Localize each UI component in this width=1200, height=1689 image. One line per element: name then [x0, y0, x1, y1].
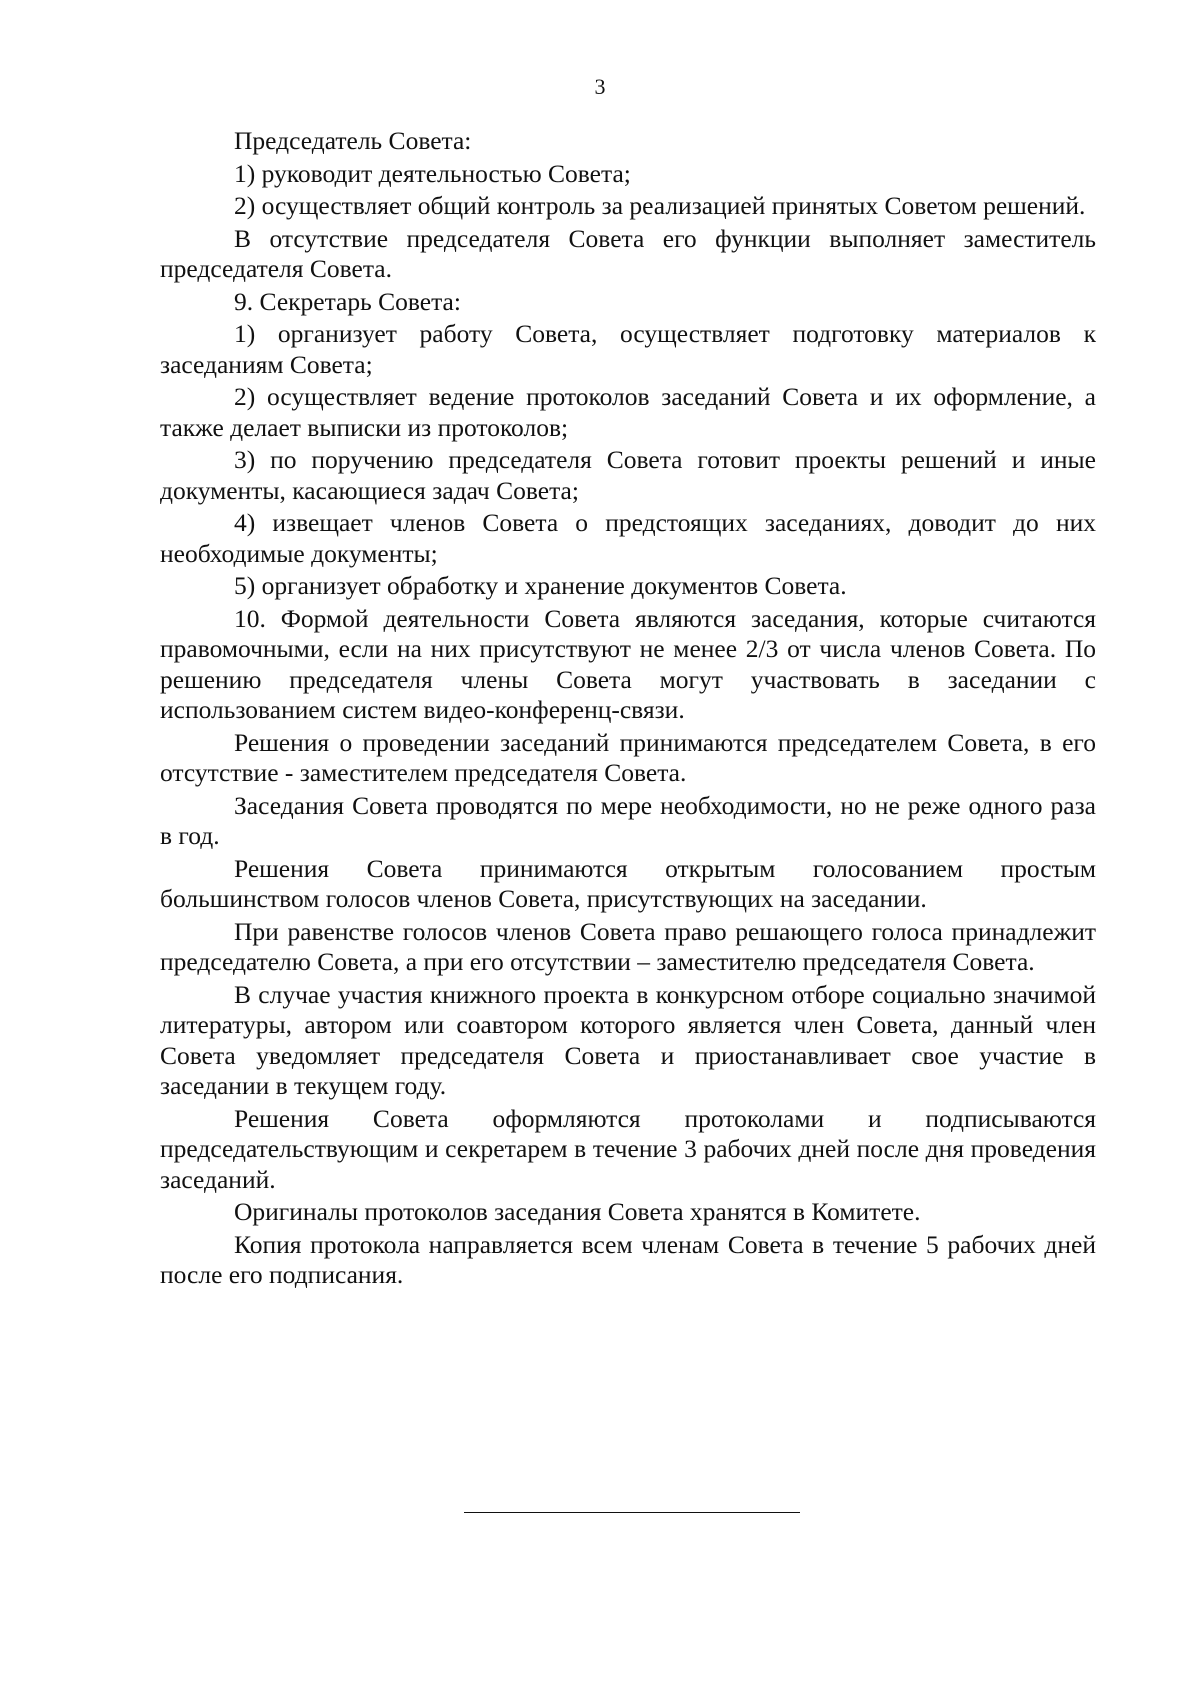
paragraph-protocols-storage: Оригиналы протоколов заседания Совета хранятся в Комитете.: [234, 1197, 921, 1226]
paragraph-secretary-duty-4: 4) извещает членов Совета о предстоящих заседаниях, доводит до них необходимые документы;: [160, 508, 1096, 568]
page-number: 3: [594, 74, 606, 99]
paragraph-secretary-duty-2: 2) осуществляет ведение протоколов заседаний Совета и их оформление, а также делает выписки из протоколов;: [160, 382, 1096, 442]
document-body: [160, 126, 1096, 1293]
paragraph-chairman-heading: Председатель Совета:: [234, 126, 472, 155]
paragraph-secretary-heading: 9. Секретарь Совета:: [234, 286, 461, 316]
paragraph-secretary-duty-1: 1) организует работу Совета, осуществляет подготовку материалов к заседаниям Совета;: [160, 319, 1096, 379]
paragraph-meetings-frequency: Заседания Совета проводятся по мере необходимости, но не реже одного раза в год.: [160, 790, 1096, 850]
paragraph-tie-vote: При равенстве голосов членов Совета право решающего голоса принадлежит председателю Совета, а при его отсутствии – заместителю председателя Совета.: [160, 916, 1096, 976]
paragraph-chairman-duty-1: 1) руководит деятельностью Совета;: [234, 158, 631, 188]
paragraph-chairman-absence: В отсутствие председателя Совета его функции выполняет заместитель председателя Совета.: [160, 223, 1096, 283]
paragraph-protocols: Решения Совета оформляются протоколами и подписываются председательствующим и секретарем в течение 3 рабочих дней после дня проведения заседаний.: [160, 1103, 1096, 1194]
paragraph-protocols-copy: Копия протокола направляется всем членам Совета в течение 5 рабочих дней после его подписания.: [160, 1229, 1096, 1289]
paragraph-meetings-form: 10. Формой деятельности Совета являются заседания, которые считаются правомочными, если на них присутствуют не менее 2/3 от числа членов Совета. По решению председателя члены Совета могут участвовать в заседании с использованием систем видео-конференц-связи.: [160, 603, 1096, 724]
paragraph-conflict-of-interest: В случае участия книжного проекта в конкурсном отборе социально значимой литературы, автором или соавтором которого является член Совета, данный член Совета уведомляет председателя Совета и приостанавливает свое участие в заседании в текущем году.: [160, 979, 1096, 1100]
paragraph-secretary-duty-3: 3) по поручению председателя Совета готовит проекты решений и иные документы, касающиеся задач Совета;: [160, 445, 1096, 505]
paragraph-voting: Решения Совета принимаются открытым голосованием простым большинством голосов членов Совета, присутствующих на заседании.: [160, 853, 1096, 913]
paragraph-secretary-duty-5: 5) организует обработку и хранение документов Совета.: [234, 571, 847, 600]
end-of-document-rule: [464, 1512, 800, 1513]
paragraph-chairman-duty-2: 2) осуществляет общий контроль за реализацией принятых Советом решений.: [234, 191, 1086, 220]
paragraph-meetings-decision: Решения о проведении заседаний принимаются председателем Совета, в его отсутствие - заместителем председателя Совета.: [160, 727, 1096, 787]
